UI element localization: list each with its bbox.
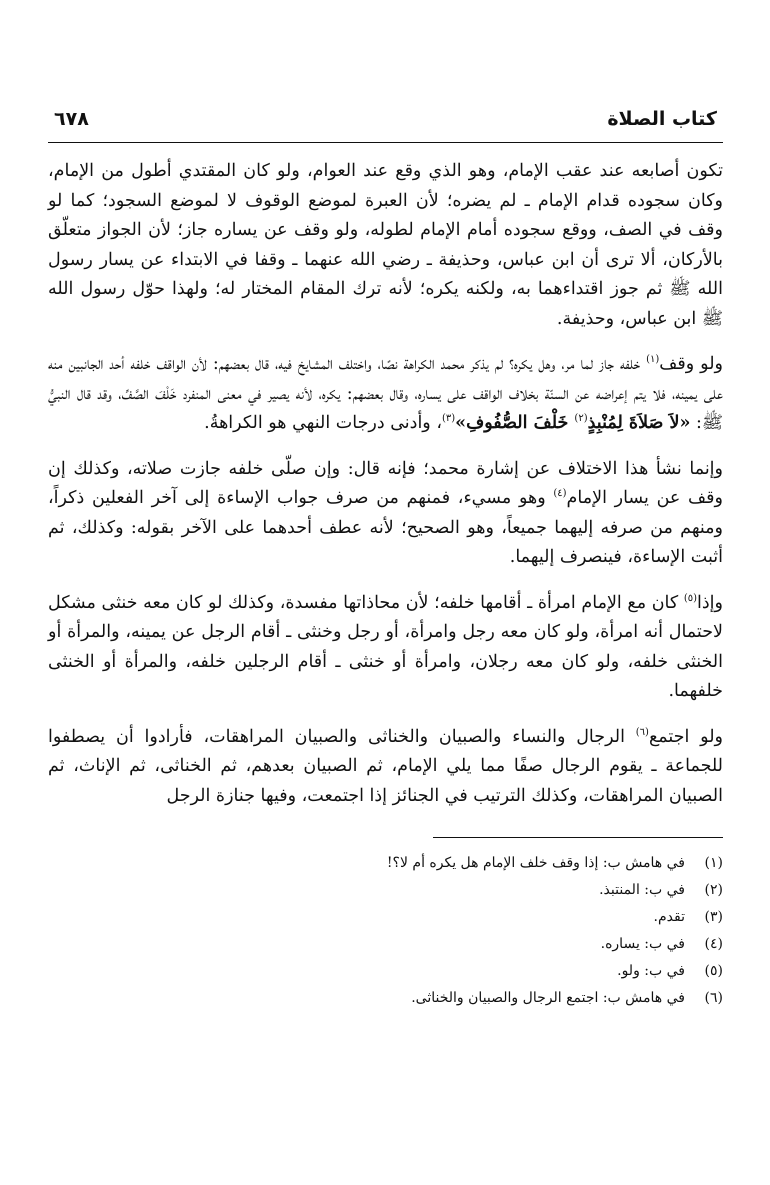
hadith-quote: «لاَ صَلاَةَ لِمُنْبِذٍ [587,413,691,433]
paragraph-text: وإذا [697,592,723,613]
paragraph [48,723,723,812]
page-number: ٦٧٨ [54,108,89,130]
footnote-number: (١) [704,855,723,871]
page-header [48,108,723,143]
chapter-title: كتاب الصلاة [607,108,717,130]
paragraph-text: ، وأدنى درجات النهي هو الكراهةُ. [204,413,442,433]
footnote-reference: (١) [646,354,660,366]
footnote-text: تقدم. [653,909,685,925]
footnote-reference: (٦) [635,726,649,738]
footnote-text: في ب: يساره. [600,936,685,952]
main-text [48,157,723,811]
footnote-number: (٦) [704,990,723,1006]
paragraph-text: وهو مسيء، فمنهم من صرف جواب الإساءة إلى آخر الفعلين ذكراً، ومنهم من صرفه إليهما جميعاً، وهو الصحيح؛ لأنه عطف أحدهما على الآخر بقوله: وكذلك، ثم أثبت الإساءة، فينصرف إليهما. [48,488,723,567]
footnote-text: في هامش ب: إذا وقف خلف الإمام هل يكره أم لا؟! [386,855,685,871]
paragraph [48,157,723,334]
paragraph-text: ولو اجتمع [648,726,723,747]
paragraph-text: ولو وقف [659,354,723,374]
footnote-item [48,877,723,904]
footnote-item [48,931,723,958]
paragraph-text: خلفه جاز لما مر، وهل يكره؟ لم يذكر محمد الكراهة نصًا، واختلف المشايخ فيه، قال بعضهم: لأن الواقف خلفه أحد الجانبين منه على يمينه، فلا يتم إعراضه عن السنّة بخلاف الواقف على يساره، وقال بعضهم: يكره، لأنه يصير في معنى المنفرد خَلْفَ الصَّفِّ، وقد قال النبيُّ ﷺ: [48,354,723,433]
book-page [48,108,723,1012]
footnote-divider [433,837,723,838]
footnote-reference: (٥) [683,592,698,604]
footnote-number: (٣) [704,909,723,925]
paragraph [48,455,723,573]
paragraph-text: تكون أصابعه عند عقب الإمام، وهو الذي وقع عند العوام، ولو كان المقتدي أطول من الإمام، وكان سجوده قدام الإمام ـ لم يضره؛ لأن العبرة لموضع الوقوف لا لموضع السجود؛ كما لو وقف في الصف، ووقع سجوده أمام الإمام لطوله، ولو وقف عن يساره جاز؛ لأن الجواز متعلّق بالأركان، ألا ترى أن ابن عباس، وحذيفة ـ رضي الله عنهما ـ وقفا في الابتداء عن يسار رسول الله ﷺ ثم جوز اقتداءهما به، ولكنه يكره؛ لأنه ترك المقام المختار له؛ ولهذا حوّل رسول الله ﷺ ابن عباس، وحذيفة. [48,161,724,329]
paragraph-text: وإنما نشأ هذا الاختلاف عن إشارة محمد؛ فإنه قال: وإن صلّى خلفه جازت صلاته، وكذلك إن وقف عن يسار الإمام [48,458,723,508]
paragraph [48,350,723,439]
paragraph-text: الرجال والنساء والصبيان والخناثى والصبيان المراهقات، فأرادوا أن يصطفوا للجماعة ـ يقوم الرجال صفًا مما يلي الإمام، ثم الصبيان بعدهم، ثم الخناثى، ثم الإناث، ثم الصبيان المراهقات، وكذلك الترتيب في الجنائز إذا اجتمعت، وفيها جنازة الرجل [48,726,723,806]
hadith-quote: خَلْفَ الصُّفُوفِ» [455,413,575,433]
footnote-item [48,850,723,877]
footnote-reference: (٢) [574,413,588,425]
footnote-number: (٥) [704,963,723,979]
footnote-item [48,904,723,931]
footnote-text: في ب: ولو. [617,963,685,979]
footnote-text: في ب: المنتبذ. [599,882,685,898]
footnote-section [48,837,723,1012]
footnote-number: (٤) [704,936,723,952]
footnote-list [48,850,723,1012]
footnote-reference: (٣) [441,413,456,425]
footnote-number: (٢) [704,882,723,898]
footnote-item [48,985,723,1012]
paragraph-text: كان مع الإمام امرأة ـ أقامها خلفه؛ لأن محاذاتها مفسدة، وكذلك لو كان معه خنثى مشكل لاحتمال أنه امرأة، ولو كان معه رجل وامرأة، أو رجل وخنثى ـ أقام الرجل عن يمينه، والمرأة أو الخنثى خلفه، ولو كان معه رجلان، وامرأة أو خنثى ـ أقام الرجلين خلفه، والمرأة أو الخنثى خلفهما. [48,592,723,701]
footnote-text: في هامش ب: اجتمع الرجال والصبيان والخناثى. [411,990,685,1006]
paragraph [48,589,723,707]
footnote-item [48,958,723,985]
footnote-reference: (٤) [553,488,567,500]
